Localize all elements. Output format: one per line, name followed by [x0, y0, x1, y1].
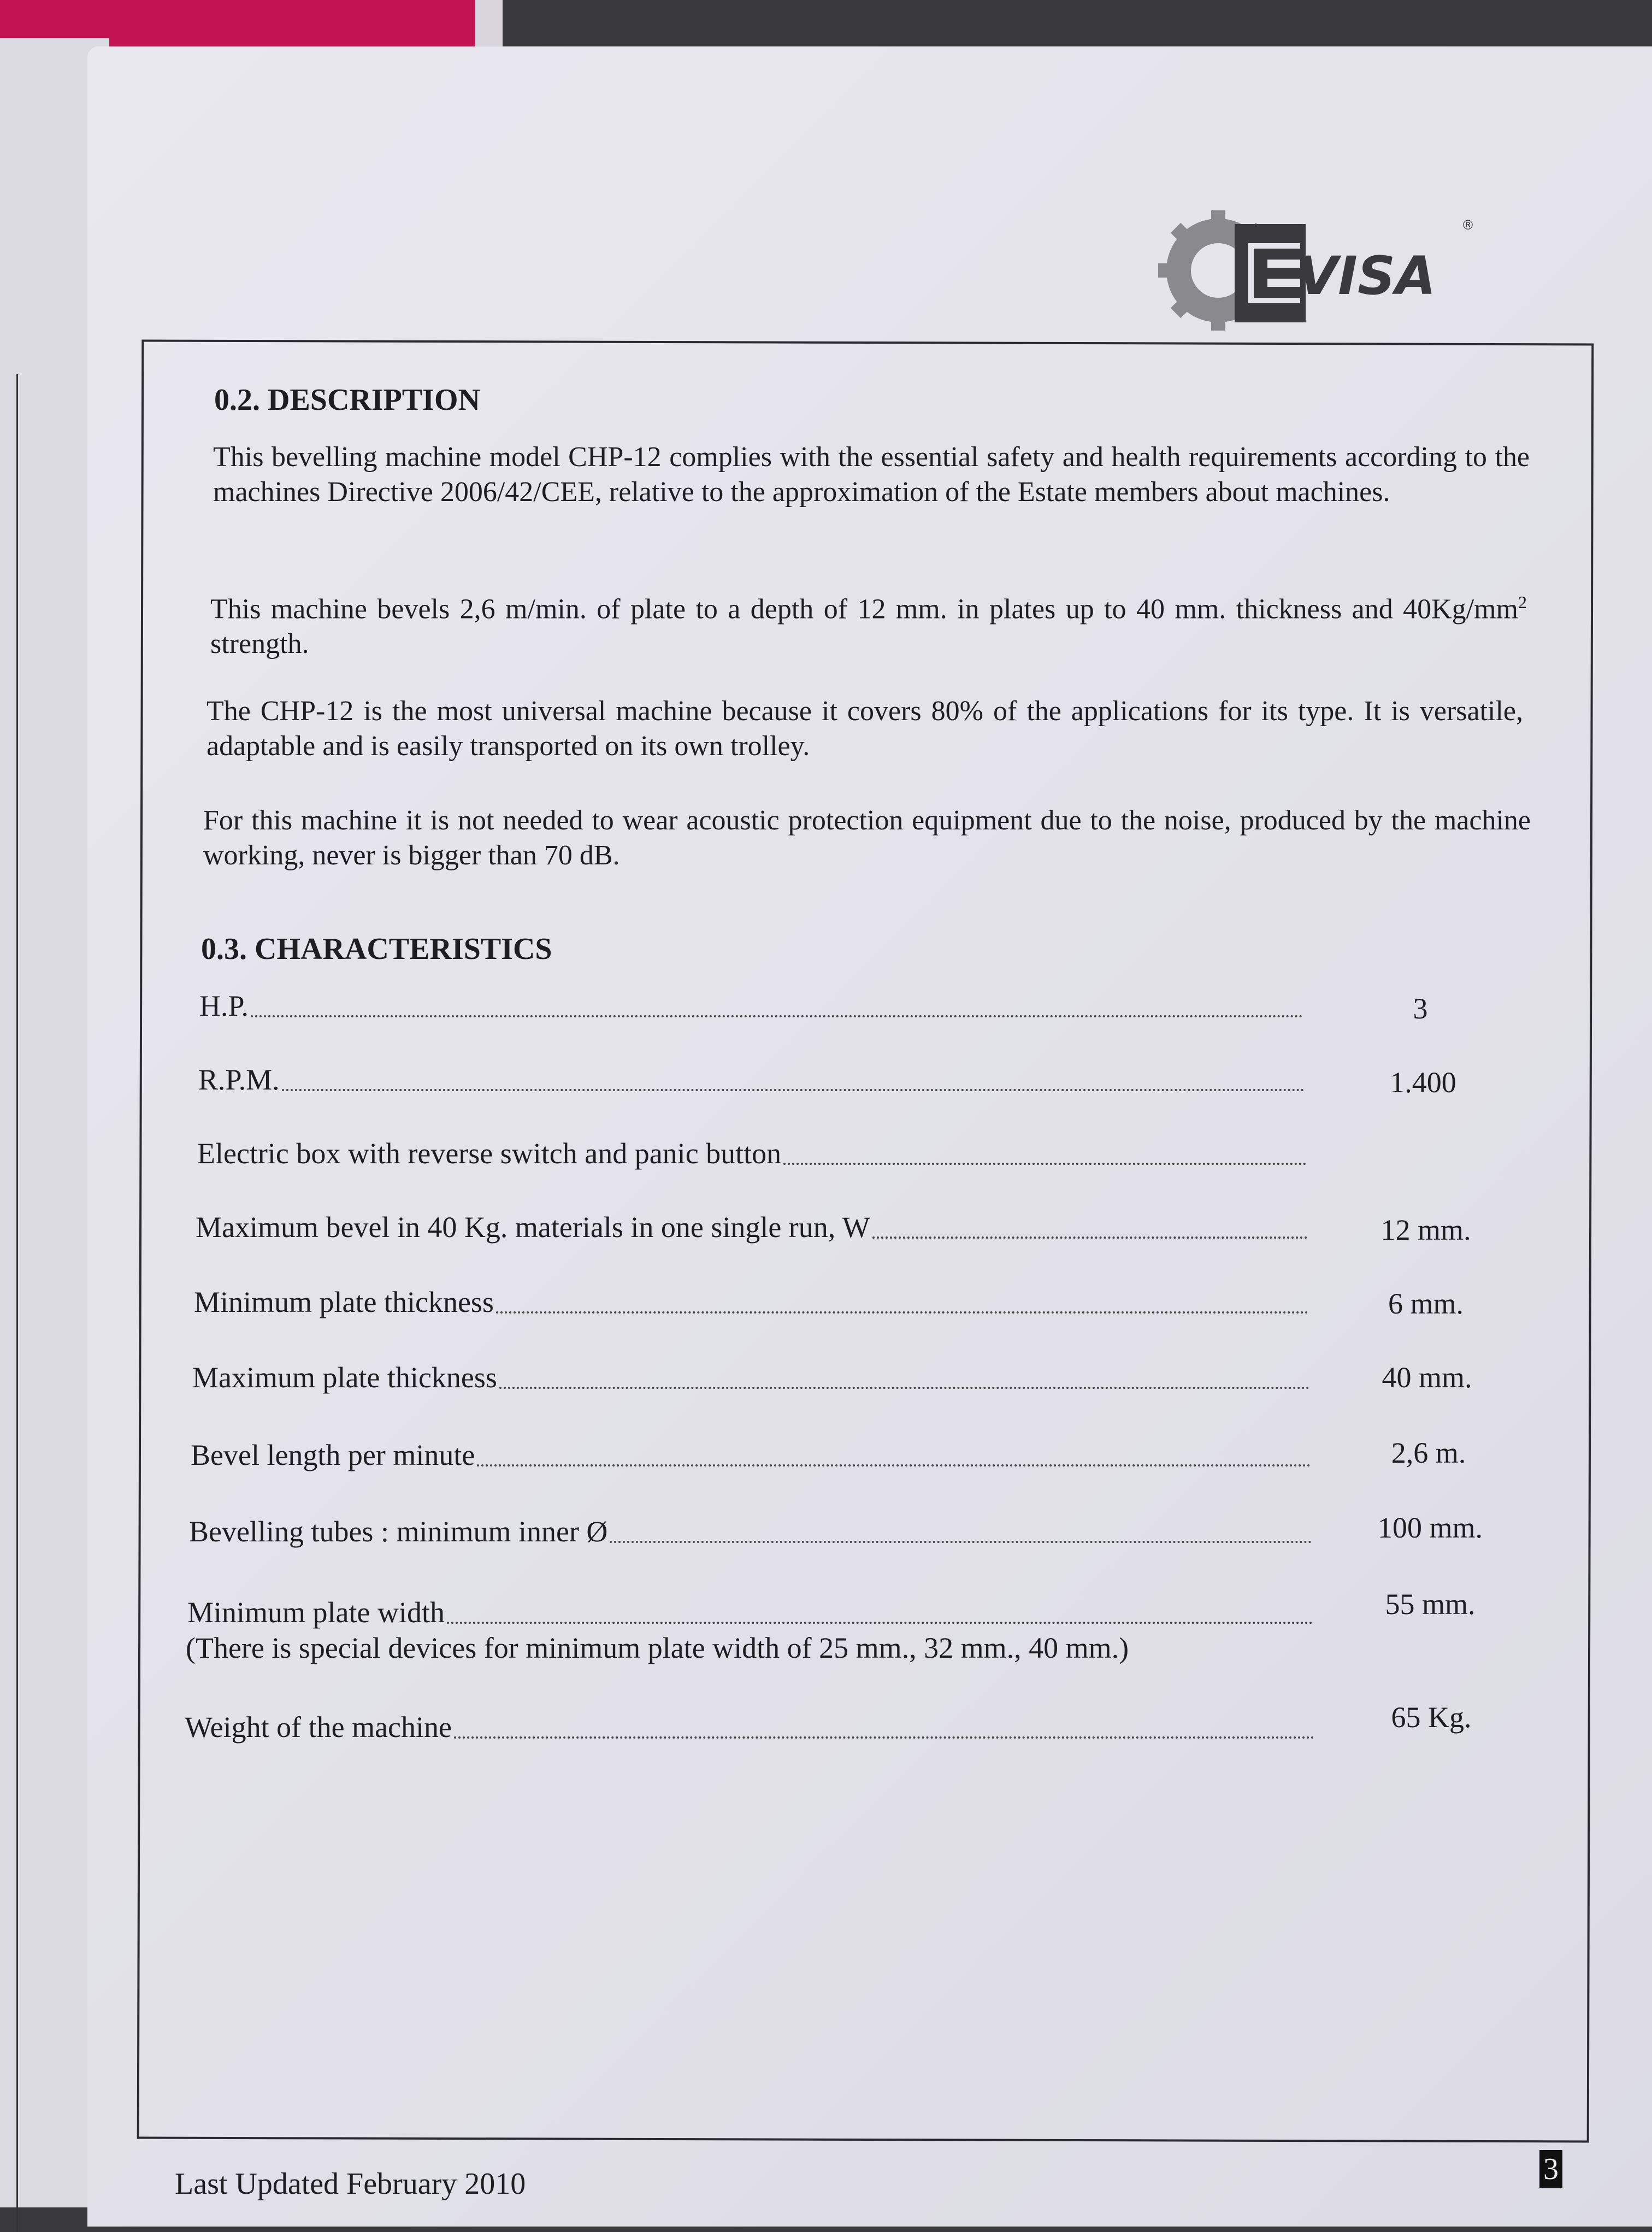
spec-label: H.P. — [199, 990, 249, 1022]
spec-row-max-thickness — [192, 1361, 1309, 1394]
spec-value: 1.400 — [1390, 1066, 1456, 1099]
leader-dots — [872, 1236, 1307, 1239]
svg-text:®: ® — [1461, 217, 1474, 233]
description-paragraph-1: This bevelling machine model CHP-12 complies with the essential safety and health requirements according to the machines Directive 2006/42/CEE, relative to the approximation of the Estate members about machines. — [213, 441, 1530, 508]
spec-label: Electric box with reverse switch and panic button — [197, 1137, 782, 1170]
description-paragraph-3: The CHP-12 is the most universal machine because it covers 80% of the applications for its type. It is versatile, adaptable and is easily transported on its own trolley. — [206, 696, 1523, 762]
description-paragraph-4: For this machine it is not needed to wear acoustic protection equipment due to the noise, produced by the machine working, never is bigger than 70 dB. — [203, 805, 1531, 871]
spec-label: Bevel length per minute — [191, 1439, 475, 1471]
spec-value: 12 mm. — [1380, 1214, 1471, 1246]
leader-dots — [282, 1089, 1305, 1091]
spec-label: Minimum plate thickness — [194, 1286, 494, 1318]
spec-row-tubes — [189, 1515, 1312, 1548]
spec-row-max-bevel — [196, 1210, 1307, 1244]
spec-label: Bevelling tubes : minimum inner Ø — [189, 1515, 608, 1548]
spec-value: 65 Kg. — [1391, 1701, 1472, 1734]
description-paragraph-2: This machine bevels 2,6 m/min. of plate to a depth of 12 mm. in plates up to 40 mm. thickness and $40Kg/mm^2$ strength. — [210, 592, 1527, 660]
spec-row-bevel-length — [191, 1438, 1311, 1472]
last-updated: Last Updated February 2010 — [175, 2167, 526, 2201]
spec-value: 100 mm. — [1377, 1511, 1483, 1544]
spec-row-min-thickness — [194, 1285, 1308, 1319]
characteristics-heading: 0.3. CHARACTERISTICS — [201, 932, 552, 966]
spec-label: Minimum plate width — [187, 1596, 445, 1629]
background-paper-edge — [475, 0, 503, 49]
leader-dots — [610, 1541, 1312, 1543]
spec-row-min-width — [187, 1595, 1313, 1629]
leader-dots — [251, 1015, 1303, 1017]
spec-value: 55 mm. — [1385, 1588, 1476, 1621]
cevisa-logo — [1158, 197, 1486, 333]
leader-dots — [454, 1736, 1314, 1739]
page-number: 3 — [1539, 2150, 1562, 2188]
spec-row-electric-box — [197, 1136, 1306, 1170]
leader-dots — [496, 1311, 1308, 1314]
spec-value: 6 mm. — [1388, 1287, 1464, 1320]
leader-dots — [477, 1464, 1311, 1467]
spec-row-rpm — [198, 1063, 1305, 1097]
spec-label: Weight of the machine — [185, 1711, 452, 1744]
spec-label: R.P.M. — [198, 1063, 280, 1096]
description-heading: 0.2. DESCRIPTION — [214, 383, 480, 417]
spec-value: 3 — [1413, 992, 1428, 1025]
svg-text:VISA: VISA — [1297, 245, 1436, 307]
spec-value: 2,6 m. — [1391, 1436, 1466, 1469]
leader-dots — [447, 1622, 1313, 1624]
spec-label: Maximum plate thickness — [192, 1361, 497, 1394]
spec-value: 40 mm. — [1382, 1361, 1472, 1394]
left-page-frame — [0, 374, 18, 2232]
spec-row-weight — [185, 1710, 1314, 1744]
spec-row-hp — [199, 989, 1303, 1023]
leader-dots — [499, 1387, 1309, 1389]
special-devices-note: (There is special devices for minimum plate width of 25 mm., 32 mm., 40 mm.) — [186, 1632, 1129, 1664]
leader-dots — [783, 1163, 1306, 1165]
spec-label: Maximum bevel in 40 Kg. materials in one single run, W — [196, 1211, 870, 1244]
